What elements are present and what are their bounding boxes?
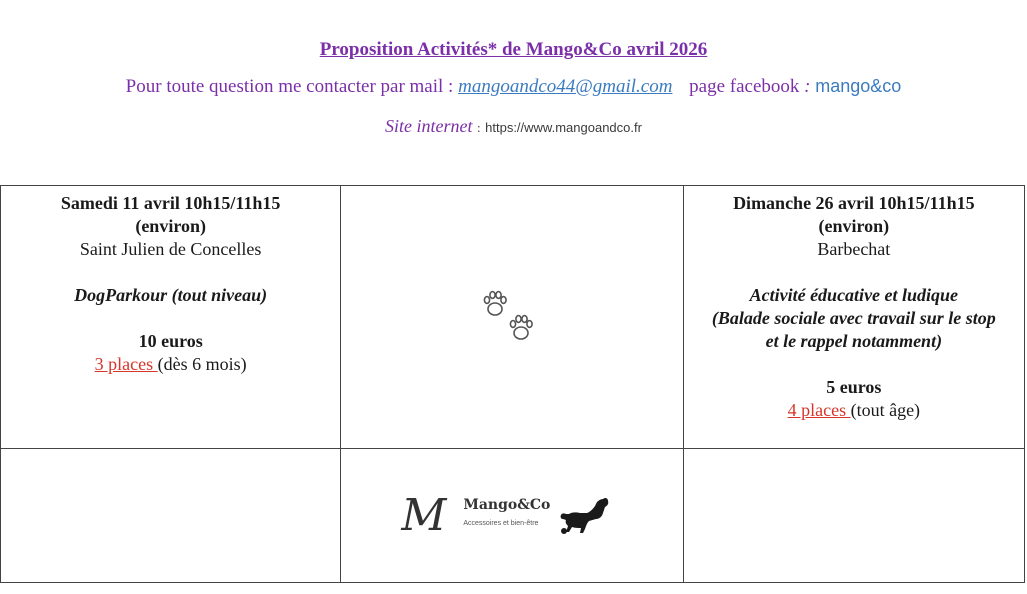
event-price: 5 euros: [826, 377, 882, 397]
event-places-line: [684, 399, 1024, 422]
event-places: 3 places: [94, 354, 158, 374]
event-approx: (environ): [135, 216, 206, 236]
activities-table: [0, 185, 1025, 583]
event-activity-line2: (Balade sociale avec travail sur le stop: [711, 308, 996, 328]
table-row: [1, 186, 1025, 449]
logo-tagline: Accessoires et bien-être: [463, 520, 539, 527]
event-places-note: (dès 6 mois): [157, 354, 247, 374]
event-location: Barbechat: [817, 239, 891, 259]
event-activity-line3: et le rappel notamment): [765, 331, 943, 351]
paw-prints-icon: [481, 288, 541, 348]
logo-monogram: M: [401, 490, 447, 541]
paw-cell: [341, 186, 683, 449]
contact-prefix: Pour toute question me contacter par mail :: [125, 76, 454, 97]
logo-brand: Mango&Co: [463, 497, 551, 513]
event-activity: DogParkour (tout niveau): [74, 285, 268, 305]
site-separator: :: [477, 120, 481, 135]
event-approx: (environ): [818, 216, 890, 236]
site-link[interactable]: https://www.mangoandco.fr: [485, 120, 642, 135]
facebook-label: page facebook: [689, 76, 800, 97]
event-price: 10 euros: [138, 331, 203, 351]
event-date: Dimanche 26 avril 10h15/11h15: [733, 193, 975, 213]
event-date: Samedi 11 avril 10h15/11h15: [60, 193, 281, 213]
event-places-line: [1, 353, 340, 376]
brand-logo: [401, 491, 631, 541]
event-cell-saturday: [1, 186, 341, 449]
contact-line: [0, 76, 1027, 98]
dog-silhouette-icon: [559, 495, 611, 539]
empty-cell-left: [1, 449, 341, 583]
page-title: Proposition Activités* de Mango&Co avril 2026: [319, 39, 708, 60]
event-places-note: (tout âge): [850, 400, 921, 420]
event-places: 4 places: [787, 400, 851, 420]
table-row: [1, 449, 1025, 583]
facebook-link[interactable]: mango&co: [815, 76, 902, 96]
facebook-separator: :: [804, 76, 811, 97]
site-label: Site internet: [385, 116, 473, 136]
logo-cell: [341, 449, 683, 583]
event-location: Saint Julien de Concelles: [79, 239, 262, 259]
event-activity-line1: Activité éducative et ludique: [749, 285, 959, 305]
email-link[interactable]: mangoandco44@gmail.com: [458, 76, 673, 97]
website-line: [0, 116, 1027, 137]
event-cell-sunday: [683, 186, 1024, 449]
empty-cell-right: [683, 449, 1024, 583]
